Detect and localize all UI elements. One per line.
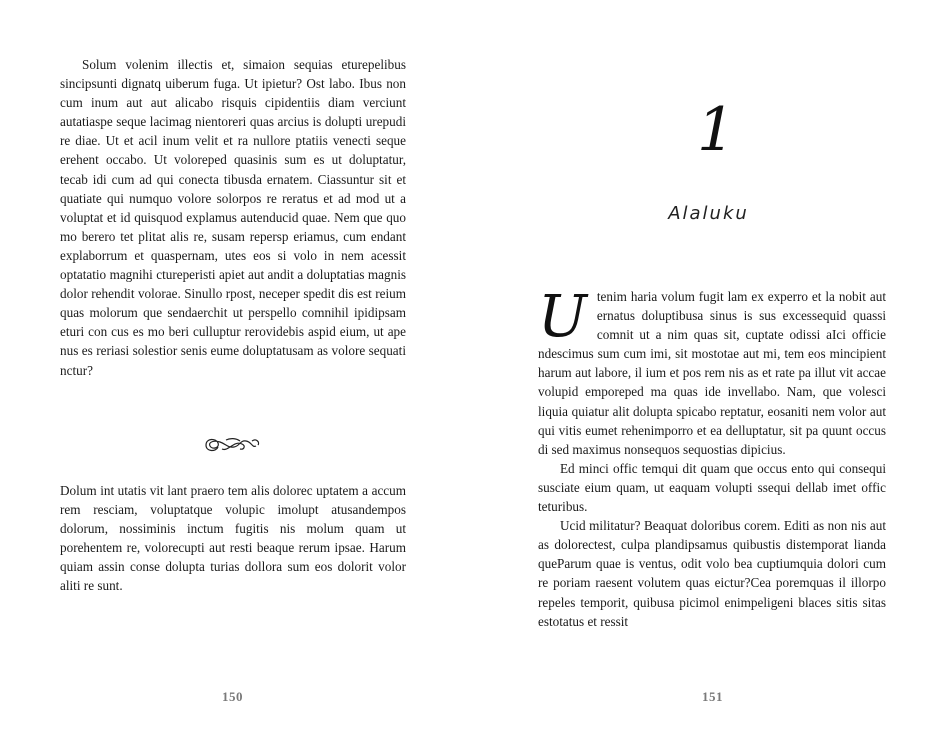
right-paragraph-3: Ucid militatur? Beaquat doloribus corem. Editi as non nis aut as dolorectest, culpa plandipsamus quibustis distemporat lianda queParum quae is ventus, odit volo bea cuptiumquia dolori cum re poriam raesent volutem quas eictur?Cea poremquas il illorpo repeles temporit, quibusa picimol enimpeligeni blaces sitis sitas estotatus et ressit [538,518,886,629]
right-paragraph-1-text: tenim haria volum fugit lam ex experro et la nobit aut ernatus doluptibusa sinus is sus excessequid quassi comnit ut a nim quas sit, cuptate odissi aIci officie ndescimus sum cum imi, sit mostotae aut mi, tem eos mincipient harum aut labore, il ium et pos rem nis as et rate pa illut vit accae volupid emporeped ma quas ide invellabo. Nam, que volesci liquia quiatur alit dolupta spicabo reptatur, eosaniti nem volor aut qui vitis eumet rehenimporro et ea delluptatur, sit pa quunt occus di sed maximus nonsequos sequostias dipicius. [538,289,886,457]
chapter-title: Alaluku [668,203,749,224]
right-paragraph-1 [538,282,886,459]
page-number: 150 [222,689,243,704]
chapter-number: 1 [697,95,736,165]
right-body-text [538,282,886,631]
drop-cap: U [538,282,587,350]
right-paragraph-2: Ed minci offic temqui dit quam que occus ento qui consequi susciate eium quam, ut eaquam volupti ssequi dellab imet offic teturibus. [538,460,886,515]
left-paragraph-1: Solum volenim illectis et, simaion sequias eturepelibus sincipsunti dignatq uiberum fuga. Ut ipietur? Ost labo. Ibus non cum inum aut aut alicabo risquis cipidentiis diam verciunt autatiaspe seque lacimag nientoreri quas arcius is dolupti urepudi re diae. Ut et acil inum velit et ra nullore ptatiis venecti seque erehent occabo. Ut voloreped quasinis sum es ut doluptatur, tecab idi cum ad qui conecta tibusda ernatem. Ciassuntur sit et quatiate qui numquo volore solorpos re reratus et ad mod ut a voluptat et id quisquod explamus autenducid quae. Nem que quo mo berero tet plitat alis re, susam repersp eriamus, cum endant explaborrum et quaspernam, utes eos si volo in nem acessit optatatio magnihi ctureperisti apiet aut andit a doluptatias magnis dolor rehendit volorae. Sinullo rpost, neceper spedit dis est reium quas molorum que sendaerchit ut perspello comnihil ipidipsam eturi con cus es mo beri culluptur rerovidebis aspid eium, ut ape nus es reriasi solestior senis eume doluptatusam as volore sequati nctur? [60,57,406,378]
right-page [472,0,945,748]
page-number: 151 [702,689,723,704]
flourish-ornament-icon [200,432,262,458]
left-paragraph-2: Dolum int utatis vit lant praero tem alis dolorec uptatem a accum rem resciam, voluptatque volupic imolupt atusandempos dolorum, nossiminis inctum fugitis nis molum quam ut porehentem re, volorecupti aut resti beaque rerum ipsae. Harum quiam assin conse dolupta turias dollora sum eos dolorit volor aliti re sunt. [60,483,406,594]
left-body-text-after-break [60,481,406,596]
left-body-text [60,55,406,380]
left-page [0,0,472,748]
